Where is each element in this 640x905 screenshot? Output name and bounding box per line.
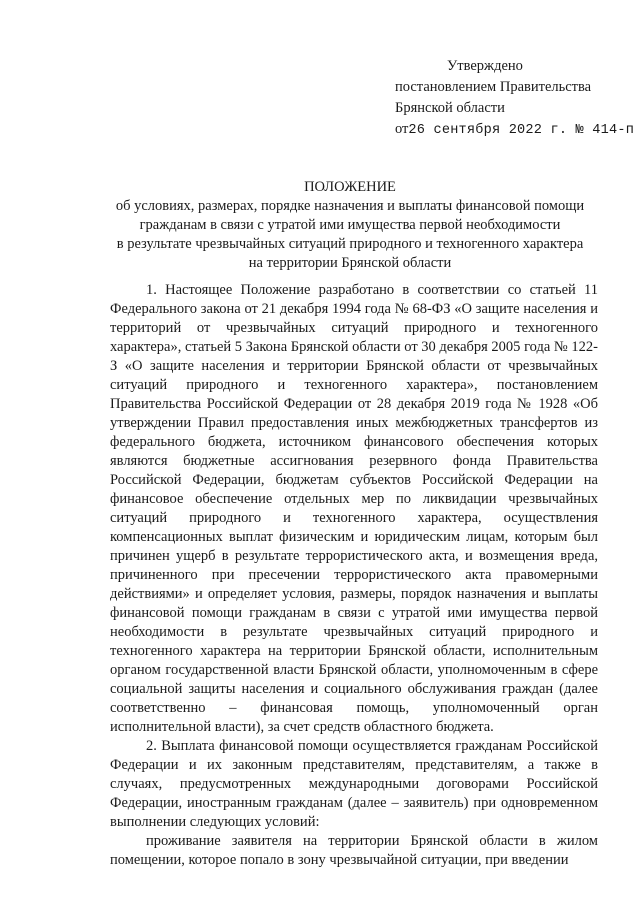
title-line: об условиях, размерах, порядке назначения и выплаты финансовой помощи — [115, 198, 585, 214]
approval-line: постановлением Правительства — [395, 79, 592, 95]
document-body — [110, 281, 598, 870]
approval-date — [395, 119, 635, 141]
paragraph-3: проживание заявителя на территории Брянской области в жилом помещении, которое попало в зону чрезвычайной ситуации, при введении — [110, 833, 598, 868]
date-prefix: от — [395, 121, 409, 137]
date-value: 26 сентября 2022 г. № 414-п — [408, 123, 635, 138]
approval-line: Брянской области — [395, 100, 505, 116]
title-line: гражданам в связи с утратой ими имущества первой необходимости — [139, 217, 561, 233]
title-heading: ПОЛОЖЕНИЕ — [304, 179, 396, 195]
title-line: на территории Брянской области — [248, 255, 452, 271]
approval-line: Утверждено — [447, 58, 523, 74]
approval-block — [395, 56, 635, 141]
paragraph-1: 1. Настоящее Положение разработано в соответствии со статьей 11 Федерального закона от 21 декабря 1994 года № 68-ФЗ «О защите населения и территорий от чрезвычайных ситуаций природного и техногенного характера», статьей 5 Закона Брянской области от 30 декабря 2005 года № 122-З «О защите населения и территории Брянской области от чрезвычайных ситуаций природного и техногенного характера», постановлением Правительства Российской Федерации от 28 декабря 2019 года № 1928 «Об утверждении Правил предоставления иных межбюджетных трансфертов из федерального бюджета, источником финансового обеспечения которых являются бюджетные ассигнования резервного фонда Правительства Российской Федерации, бюджетам субъектов Российской Федерации на финансовое обеспечение отдельных мер по ликвидации чрезвычайных ситуаций природного и техногенного характера, осуществления компенсационных выплат физическим и юридическим лицам, которым был причинен ущерб в результате террористического акта, и возмещения вреда, причиненного при пресечении террористического акта правомерными действиями» и определяет условия, размеры, порядок назначения и выплаты финансовой помощи гражданам в связи с утратой ими имущества первой необходимости в результате чрезвычайных ситуаций природного и техногенного характера на территории Брянской области, исполнительным органом государственной власти Брянской области, уполномоченным в сфере социальной защиты населения и социального обслуживания граждан (далее соответственно – финансовая помощь, уполномоченный орган исполнительной власти), за счет средств областного бюджета. — [110, 282, 598, 735]
paragraph-2: 2. Выплата финансовой помощи осуществляется гражданам Российской Федерации и их законным представителям, представителям, а также в случаях, предусмотренных международными договорами Российской Федерации, иностранным гражданам (далее – заявитель) при одновременном выполнении следующих условий: — [110, 738, 598, 830]
title-line: в результате чрезвычайных ситуаций природного и техногенного характера — [116, 236, 584, 252]
document-title — [60, 178, 640, 273]
